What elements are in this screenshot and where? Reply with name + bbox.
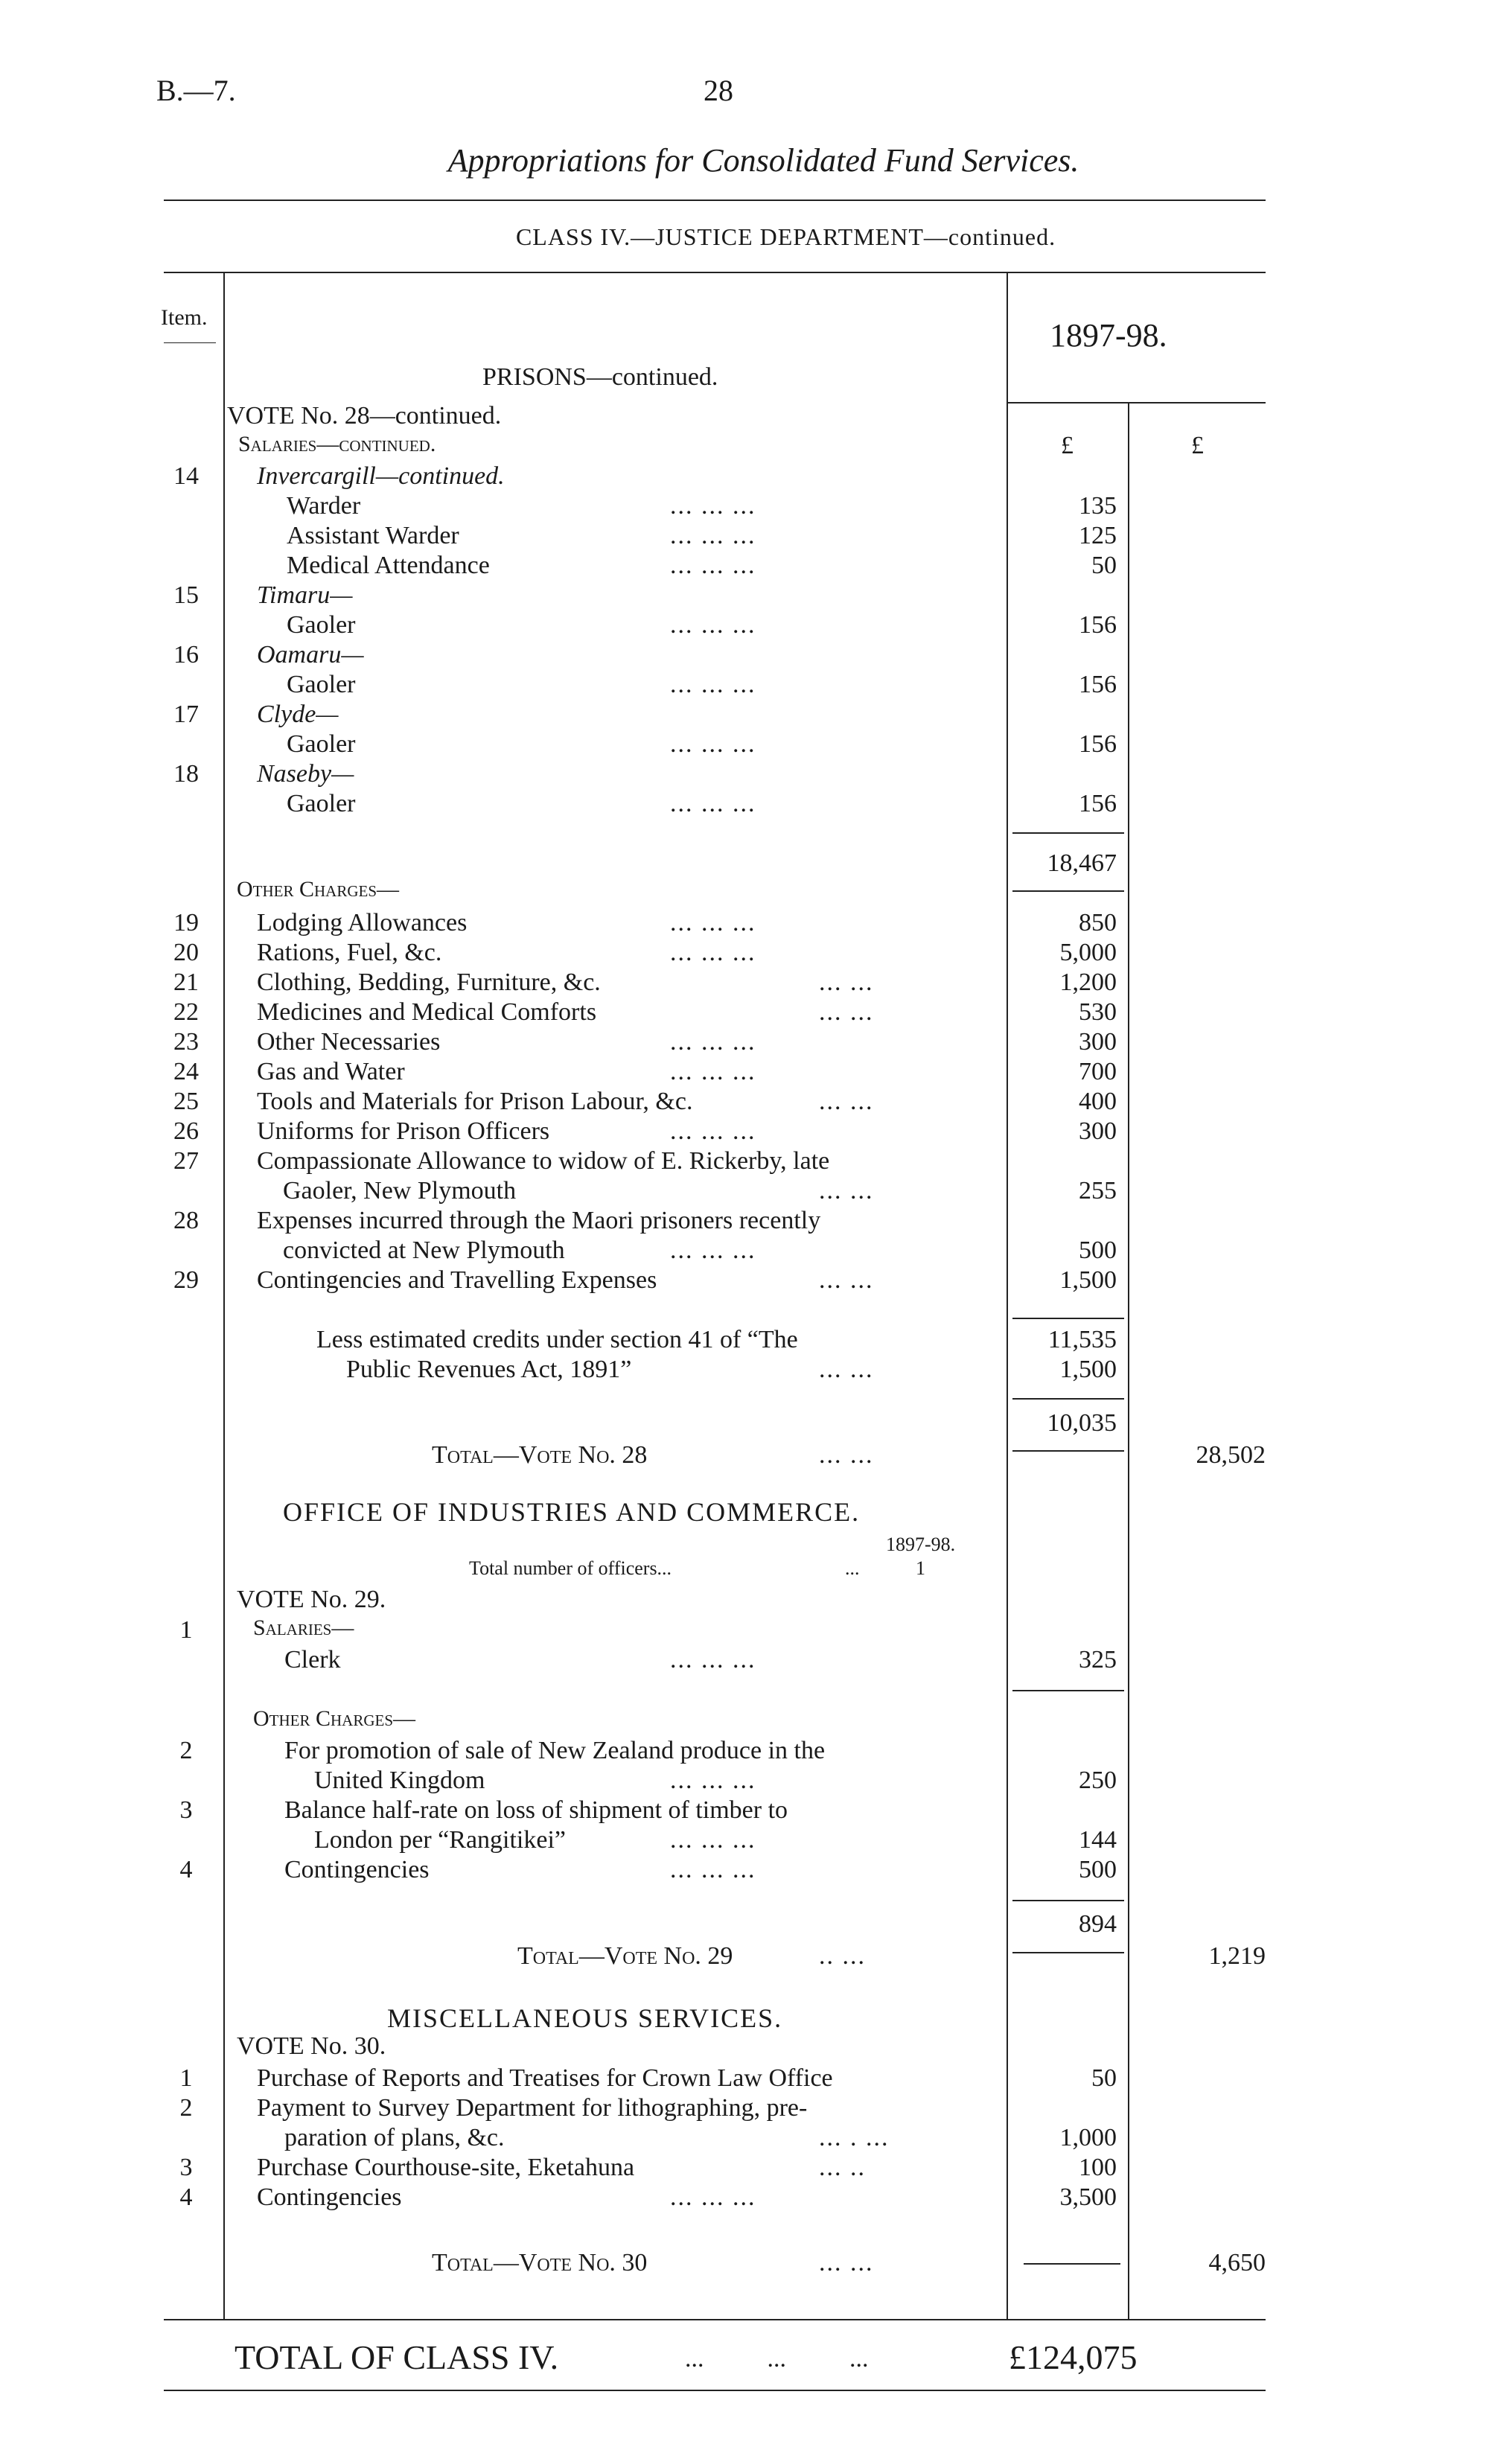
row-amount: 250 [1079,1767,1117,1794]
leader-dots: ... ... [819,969,874,996]
title-rule [164,200,1266,201]
leader-dots: ... ... [819,1088,874,1115]
item-number: 1 [179,2064,193,2092]
row-description: Gaoler [287,671,356,698]
table-row [0,581,1512,610]
row-description: Uniforms for Prison Officers [257,1117,550,1145]
net-charges: 10,035 [1047,1409,1117,1437]
vote-29-total-row [0,1942,1512,1971]
table-row [0,1176,1512,1206]
item-number: 29 [173,1266,199,1294]
item-number: 3 [179,1796,193,1824]
row-amount: 50 [1091,552,1117,579]
less-credits-line-2: Public Revenues Act, 1891” [346,1356,632,1383]
row-description: For promotion of sale of New Zealand produce in the [284,1737,826,1764]
table-row [0,521,1512,551]
salaries-subtotal: 18,467 [1047,849,1117,877]
vote-29-total-label: Total—Vote No. 29 [517,1942,733,1970]
year-column-header: 1897-98. [1050,317,1167,354]
item-number: 2 [179,2094,193,2122]
item-number: 28 [173,1207,199,1234]
row-amount: 850 [1079,909,1117,937]
row-amount: 300 [1079,1028,1117,1056]
row-description: Medical Attendance [287,552,490,579]
row-description: Clyde— [257,701,339,728]
item-number: 26 [173,1117,199,1145]
row-description: Invercargill—continued. [257,462,505,490]
table-row [0,1206,1512,1236]
row-amount: 135 [1079,492,1117,520]
row-description: Clothing, Bedding, Furniture, &c. [257,969,601,996]
table-row [0,968,1512,998]
row-description: paration of plans, &c. [284,2124,505,2151]
row-amount: 255 [1079,1177,1117,1205]
leader-dots: ... ... ... [670,790,756,817]
row-amount: 125 [1079,522,1117,549]
row-description: Purchase of Reports and Treatises for Crown Law Office [257,2064,833,2092]
subtotal-rule [1012,1398,1124,1400]
item-number: 2 [179,1737,193,1764]
table-row [0,1027,1512,1057]
row-description: Other Necessaries [257,1028,441,1056]
row-amount: 100 [1079,2154,1117,2181]
row-description: Gaoler [287,611,356,639]
page-number: 28 [704,74,733,107]
table-row [0,491,1512,521]
table-row [0,938,1512,968]
row-amount: 325 [1079,1646,1117,1674]
row-amount: 500 [1079,1856,1117,1883]
grand-total-amount: £124,075 [1009,2338,1138,2376]
item-number: 3 [179,2154,193,2181]
row-amount: 156 [1079,730,1117,758]
row-amount: 1,000 [1059,2124,1117,2151]
row-amount: 156 [1079,790,1117,817]
row-amount: 500 [1079,1237,1117,1264]
year-header-rule [1007,402,1266,403]
row-description: Purchase Courthouse-site, Eketahuna [257,2154,635,2181]
leader-dots: ... ... [819,998,874,1026]
salaries-heading: Salaries— [253,1615,354,1640]
item-number: 20 [173,939,199,966]
table-row [0,998,1512,1027]
table-row [0,640,1512,670]
leader-dots: ... ... [819,1441,874,1469]
leader-dots: ... ... [819,2249,874,2277]
row-amount: 530 [1079,998,1117,1026]
item-number: 22 [173,998,199,1026]
row-amount: 144 [1079,1826,1117,1854]
table-row [0,1266,1512,1295]
row-description: Naseby— [257,760,354,788]
leader-dots: ... ... ... [670,1028,756,1056]
leader-dots: ... ... ... [670,522,756,549]
vote-30-heading: VOTE No. 30. [237,2032,386,2060]
table-row [0,1146,1512,1176]
row-description: Contingencies and Travelling Expenses [257,1266,657,1294]
table-row [0,2183,1512,2212]
row-description: Compassionate Allowance to widow of E. Rickerby, late [257,1147,830,1175]
vote-30-total: 4,650 [1208,2249,1266,2277]
row-description: Clerk [284,1646,341,1674]
page-title: Appropriations for Consolidated Fund Services. [447,142,1079,179]
less-credits-row [0,1355,1512,1385]
leader-dots: ... ... ... [670,909,756,937]
row-amount: 156 [1079,611,1117,639]
item-number: 14 [173,462,199,490]
row-description: Contingencies [257,2183,402,2211]
table-row [0,1615,1512,1645]
officers-label: Total number of officers... [469,1557,672,1579]
estimated-credits: 1,500 [1059,1356,1117,1383]
item-number: 24 [173,1058,199,1085]
grand-total-bottom-rule [164,2390,1266,2391]
leader-dots: .. ... [819,1942,866,1970]
charges-total-row [0,1909,1512,1939]
row-amount: 1,200 [1059,969,1117,996]
table-row [0,1855,1512,1885]
row-description: Expenses incurred through the Maori prisoners recently [257,1207,821,1234]
row-description: Tools and Materials for Prison Labour, &c. [257,1088,693,1115]
item-number: 23 [173,1028,199,1056]
subtotal-rule [1012,832,1124,834]
item-number: 4 [179,1856,193,1883]
leader-dots: ... ... ... [670,1646,756,1674]
row-description: Contingencies [284,1856,430,1883]
salaries-subtotal-row [0,849,1512,878]
pounds-header-1: £ [1061,432,1074,459]
grand-total-top-rule [164,2319,1266,2320]
other-charges-heading: Other Charges— [253,1706,416,1731]
page-reference: B.—7. [156,74,236,107]
less-credits-line-1: Less estimated credits under section 41 of “The [316,1326,798,1353]
table-row [0,1796,1512,1825]
item-number: 1 [179,1616,193,1644]
row-description: Payment to Survey Department for lithographing, pre- [257,2094,808,2122]
vote-29-heading: VOTE No. 29. [237,1586,386,1613]
leader-dots: ... ... [819,1177,874,1205]
class-heading: CLASS IV.—JUSTICE DEPARTMENT—continued. [515,223,1056,250]
table-row [0,462,1512,491]
vote-28-heading: VOTE No. 28—continued. [227,402,502,430]
item-number: 16 [173,641,199,669]
table-row [0,2153,1512,2183]
row-description: Rations, Fuel, &c. [257,939,442,966]
row-description: Warder [287,492,361,520]
item-number: 25 [173,1088,199,1115]
table-row [0,1825,1512,1855]
item-column-header: Item. [161,305,208,330]
table-row [0,1117,1512,1146]
grand-total-label: TOTAL OF CLASS IV. [235,2338,559,2376]
row-description: United Kingdom [314,1767,485,1794]
table-row [0,1057,1512,1087]
row-description: Oamaru— [257,641,364,669]
misc-heading: MISCELLANEOUS SERVICES. [387,2003,783,2033]
vote-30-total-label: Total—Vote No. 30 [432,2249,648,2277]
leader-dots: ... ... ... [670,1856,756,1883]
row-amount: 50 [1091,2064,1117,2092]
table-row [0,551,1512,581]
row-amount: 5,000 [1059,939,1117,966]
row-description: Gaoler, New Plymouth [283,1177,517,1205]
table-row [0,2123,1512,2153]
vote-30-total-row [0,2248,1512,2278]
prisons-heading: PRISONS—continued. [482,363,718,391]
row-amount: 3,500 [1059,2183,1117,2211]
subtotal-rule [1012,1900,1124,1901]
row-description: Assistant Warder [287,522,459,549]
vote-28-total-label: Total—Vote No. 28 [432,1441,648,1469]
row-description: convicted at New Plymouth [283,1237,565,1264]
leader-dots: ... ... [819,1266,874,1294]
table-row [0,730,1512,759]
leader-dots: ... ... ... [670,1237,756,1264]
item-number: 15 [173,581,199,609]
leader-dots: ... .. [819,2154,866,2181]
subtotal-rule [1012,1690,1124,1691]
item-number: 4 [179,2183,193,2211]
vote-29-total: 1,219 [1208,1942,1266,1970]
table-row [0,789,1512,819]
leader-dots: ... ... [819,1356,874,1383]
table-row [0,610,1512,640]
leader-dots: ... ... ... [670,730,756,758]
table-row [0,700,1512,730]
row-description: Gas and Water [257,1058,405,1085]
row-description: Lodging Allowances [257,909,468,937]
leader-dots: ... ... ... [670,611,756,639]
row-amount: 400 [1079,1088,1117,1115]
item-number: 19 [173,909,199,937]
leader-dots: ... . ... [819,2124,890,2151]
leader-dots: ... ... ... [670,671,756,698]
other-charges-heading: Other Charges— [237,877,400,902]
vote-28-total-row [0,1440,1512,1470]
row-amount: 300 [1079,1117,1117,1145]
item-number: 18 [173,760,199,788]
table-row [0,1087,1512,1117]
officers-count: 1 [916,1557,925,1579]
leader-dots: ... [845,1557,860,1579]
leader-dots: ... ... ... [670,939,756,966]
table-top-rule [164,272,1266,273]
salaries-heading: Salaries—continued. [238,432,436,456]
subtotal-rule [1012,1318,1124,1319]
subtotal-rule [1012,890,1124,892]
charges-total: 894 [1079,1910,1117,1938]
leader-dots: ... ... ... [685,2345,869,2373]
industries-heading: OFFICE OF INDUSTRIES AND COMMERCE. [283,1497,861,1527]
table-row [0,2064,1512,2093]
leader-dots: ... ... ... [670,1767,756,1794]
leader-dots: ... ... ... [670,492,756,520]
leader-dots: ... ... ... [670,2183,756,2211]
charges-subtotal: 11,535 [1047,1326,1117,1353]
row-description: Medicines and Medical Comforts [257,998,597,1026]
less-credits-row [0,1325,1512,1355]
table-row [0,1236,1512,1266]
pounds-header-2: £ [1191,432,1204,459]
row-description: London per “Rangitikei” [314,1826,567,1854]
table-row [0,1766,1512,1796]
row-description: Balance half-rate on loss of shipment of timber to [284,1796,788,1824]
table-row [0,908,1512,938]
net-row [0,1408,1512,1438]
table-row [0,759,1512,789]
officers-year: 1897-98. [886,1534,956,1555]
row-description: Timaru— [257,581,353,609]
row-amount: 1,500 [1059,1266,1117,1294]
item-number: 27 [173,1147,199,1175]
leader-dots: ... ... ... [670,1826,756,1854]
leader-dots: ... ... ... [670,1058,756,1085]
item-number: 21 [173,969,199,996]
item-header-underline [164,342,216,343]
table-row [0,1736,1512,1766]
row-description: Gaoler [287,790,356,817]
table-row [0,670,1512,700]
row-amount: 156 [1079,671,1117,698]
table-row [0,1645,1512,1675]
item-number: 17 [173,701,199,728]
row-description: Gaoler [287,730,356,758]
row-amount: 700 [1079,1058,1117,1085]
leader-dots: ... ... ... [670,552,756,579]
leader-dots: ... ... ... [670,1117,756,1145]
vote-28-total: 28,502 [1196,1441,1266,1469]
table-row [0,2093,1512,2123]
